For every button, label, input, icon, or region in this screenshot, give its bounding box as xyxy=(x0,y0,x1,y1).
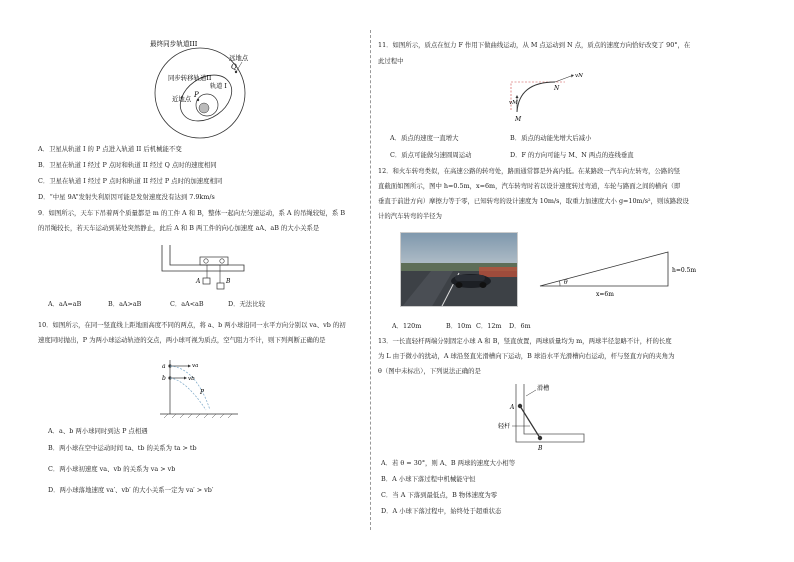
label-a: A xyxy=(510,404,515,411)
label-groove: 滑槽 xyxy=(537,385,550,392)
q9-stem-line1: 9．如图所示，天车下吊着两个质量都是 m 的工件 A 和 B，整体一起向左匀速运动，系 A 的吊绳较短，系 B xyxy=(38,209,346,217)
q12-option-b: B．10m xyxy=(446,322,472,330)
q13-option-b: B．A 小球下落过程中机械能守恒 xyxy=(381,475,476,483)
q12-option-a: A．120m xyxy=(392,322,422,330)
q13-stem-line1: 13．一长直轻杆两端分别固定小球 A 和 B，竖直放置，两球质量均为 m，两球半径忽略不计，杆的长度 xyxy=(378,337,672,345)
q12-stem-line4: 计的汽车转弯的半径为 xyxy=(378,212,442,220)
workpiece-b xyxy=(217,283,224,289)
q12-stem-line3: 垂直于前进方向）摩擦力等于零，已知转弯的设计速度为 10m/s，取重力加速度大小 g=10m/s²，则该路段设 xyxy=(378,197,689,205)
q13-option-a: A．若 θ = 30°，则 A、B 两球的速度大小相等 xyxy=(381,459,516,467)
p-label: P xyxy=(194,91,199,99)
q11-option-b: B．质点的动能先增大后减小 xyxy=(510,134,592,142)
q-label: Q xyxy=(231,63,237,71)
q9-option-c: C．aA<aB xyxy=(170,300,204,308)
transfer-orbit-label: 同步转移轨道II xyxy=(168,74,212,82)
point-p xyxy=(197,99,199,101)
label-rod: 轻杆 xyxy=(498,423,511,430)
q11-option-a: A．质点的速度一直增大 xyxy=(390,134,459,142)
projectile-figure xyxy=(160,358,240,420)
car-photo xyxy=(400,232,518,307)
q9-option-b: B．aA>aB xyxy=(108,300,142,308)
q12-option-d: D．6m xyxy=(509,322,531,330)
q10-option-c: C．两小球初速度 va、vb 的关系为 va > vb xyxy=(48,465,176,473)
q10-stem-line1: 10．如图所示，在同一竖直线上距地面高度不同的两点，将 a、b 两小球沿同一水平方向分别以 va、vb 的初 xyxy=(38,321,346,329)
near-point-label: 近地点 xyxy=(172,95,192,103)
rod-figure xyxy=(498,382,590,452)
column-divider xyxy=(370,30,371,530)
q12-stem-line1: 12．和火车转弯类似，在高速公路的转弯处，路面通常都是外高内低。在某路段一汽车向左转弯，公路的竖 xyxy=(378,167,681,175)
q12-stem-line2: 直截面如图所示，图中 h=0.5m，x=6m，汽车转弯时若以设计速度转过弯道，车轮与路面之间的横向（即 xyxy=(378,182,681,190)
label-a: A xyxy=(196,278,201,285)
q8-option-a: A．卫星从轨道 I 的 P 点进入轨道 II 后机械能不变 xyxy=(38,145,182,153)
label-m: M xyxy=(515,116,522,123)
label-b: b xyxy=(162,375,166,382)
q9-stem-line2: 的吊绳较长，若天车运动到某处突然静止，此后 A 和 B 两工件的向心加速度 aA、aB 的大小关系是 xyxy=(38,224,320,232)
q11-option-d: D．F 的方向可能与 M、N 两点的连线垂直 xyxy=(510,151,634,159)
q13-stem-line3: θ（图中未标出），下列说法正确的是 xyxy=(378,367,481,375)
label-p: P xyxy=(200,389,205,396)
crane-figure xyxy=(160,245,250,290)
label-x: x=6m xyxy=(596,291,614,298)
label-vb: vb xyxy=(188,376,195,382)
label-theta: θ xyxy=(564,279,568,286)
workpiece-a xyxy=(203,278,210,284)
q9-option-d: D．无法比较 xyxy=(228,300,266,308)
q10-option-a: A．a、b 两小球同时到达 P 点相遇 xyxy=(48,427,148,435)
orbit-figure xyxy=(150,38,270,138)
q9-option-a: A．aA=aB xyxy=(48,300,82,308)
q13-option-d: D．A 小球下落过程中，始终处于超重状态 xyxy=(381,507,502,515)
label-b: B xyxy=(538,445,543,452)
label-n: N xyxy=(554,85,560,92)
trolley xyxy=(200,257,228,265)
earth xyxy=(199,103,209,113)
far-point-label: 远地点 xyxy=(229,54,249,62)
orbit-iii-label: 最终同步轨道III xyxy=(150,40,198,48)
label-a: a xyxy=(162,363,166,370)
curve-figure xyxy=(505,68,585,124)
q8-option-b: B．卫星在轨道 I 经过 P 点时和轨道 II 经过 Q 点时的速度相同 xyxy=(38,161,217,169)
q13-stem-line2: 为 L 由于微小的扰动，A 球沿竖直光滑槽向下运动，B 球沿水平光滑槽向右运动，杆与竖直方向的夹角为 xyxy=(378,352,675,360)
label-vm: vM xyxy=(509,100,518,106)
q13-option-c: C．当 A 下落到最低点，B 物体速度为零 xyxy=(381,491,498,499)
q10-option-b: B．两小球在空中运动时间 ta、tb 的关系为 ta > tb xyxy=(48,444,197,452)
slope-figure xyxy=(540,250,720,300)
q10-stem-line2: 速度同时抛出，P 为两小球运动轨迹的交点，两小球可视为质点，空气阻力不计，则下列判断正确的是 xyxy=(38,336,326,344)
label-va: va xyxy=(192,363,199,369)
q11-stem-line1: 11．如图所示，质点在恒力 F 作用下做曲线运动，从 M 点运动到 N 点，质点的速度方向恰好改变了 90°，在 xyxy=(378,41,691,49)
q10-option-d: D．两小球落地速度 va′、vb′ 的大小关系一定为 va′ > vb′ xyxy=(48,486,214,494)
label-b: B xyxy=(226,278,231,285)
q11-stem-line2: 此过程中 xyxy=(378,57,404,65)
label-vn: vN xyxy=(575,73,583,79)
orbit-i-label: 轨道 I xyxy=(210,83,227,90)
q8-option-d: D．“中星 9A”发射失利原因可能是发射速度没有达到 7.9km/s xyxy=(38,193,215,201)
q11-option-c: C．质点可能做匀速圆周运动 xyxy=(390,151,472,159)
light-rod xyxy=(520,406,540,438)
label-h: h=0.5m xyxy=(672,267,697,274)
q12-option-c: C．12m xyxy=(476,322,502,330)
q8-option-c: C．卫星在轨道 I 经过 P 点时和轨道 II 经过 P 点时的加速度相同 xyxy=(38,177,223,185)
